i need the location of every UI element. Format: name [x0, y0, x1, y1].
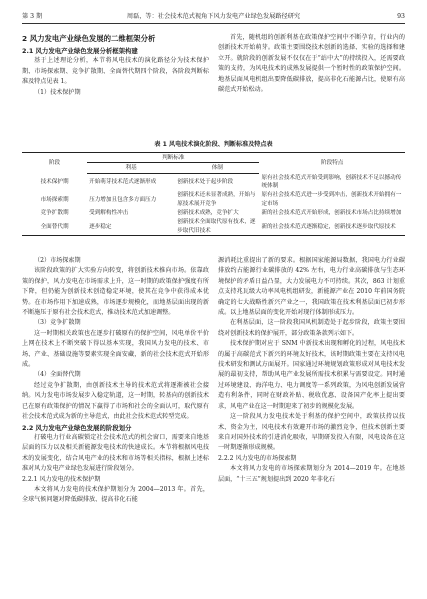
paragraph: 技术保护期对应于 SNM 中新技术出现和孵化的过程，风电技术的属于高碳范式下新兴的环境友好技术，该时期政策主要在支持风电技术研发和测试方面展开。国家通过环境规划政策形成对风电技术发展的最初支持，帮助风电产业发展所需技术积累与需要设定。同时通过环境建设、海洋电力、电力调度等一系列政策，为风电创新发展营造有利条件，同时在财政补贴、税收优惠、设备国产化率上提出要求，风电产业在这一时期迎来了初步的规模化发展。: [218, 340, 405, 410]
column-header-stage: 阶段: [22, 153, 87, 174]
left-column-bottom: [22, 256, 209, 506]
subsection-label: （3）竞争扩散期: [34, 319, 81, 327]
paragraph: 基于上述理论分析，本节将风电技术的演化路径分为技术保护期、市场探索期、竞争扩散期、全面替代期四个阶段，各阶段判断标准及特点见表 1。: [22, 57, 209, 86]
paragraph: 在利基层面，这一阶段我国风机制造处于起步阶段，政策主要围绕对创新技术的保护展开，部分政策条款列示如下。: [218, 319, 405, 337]
cell-features: 原有社会技术范式进一步受到冲击，创新技术开始拥有一定市场: [261, 192, 402, 207]
cell-niche: 压力增加且包含多方面压力: [89, 196, 157, 203]
cell-niche: 逐步稳定: [87, 218, 175, 236]
paragraph: 这一阶段风力发电技术处于利基的保护空间中，政策扶持以技术、资金为主，风电技术有效避开市场的激烈竞争，但技术创新主要来自对国外技术的引进消化吸收，早期研发投入有限，风电设备在这一时期逐渐形成规模。: [218, 413, 405, 452]
subsection-label: （4）全面替代期: [34, 371, 81, 379]
table-row: [22, 218, 405, 236]
paragraph: 源消耗比重提出了新的要求。根据国家能源局数据，我国电力行业碳排放约占能源行业碳排放的 42% 左右，电力行业高碳排放与生态环境保护的矛盾日益凸显，大力发展电力不可持续。其次，863 计划重点支持兆瓦级大功率风电机组研发，新能源产业在 2010 年前国务院确定的七大战略性新兴产业之一，我国政策在技术利基层面已初步形成。以上地基层面的变化开始对现行体制形成压力。: [218, 257, 405, 317]
subsubsection-heading: 2.2.1 风力发电的技术保护期: [22, 475, 101, 483]
issue-number: 第 3 期: [22, 13, 43, 20]
cell-stage: 全面替代期: [22, 218, 87, 236]
paragraph: 这一时期相关政策也在逐步打破原有的保护空间，风电单价平价上网在技术上不断突破下得以基本实现，我国风力发电的技术、市场、产业、基础设施等要素实现全面安藏，新的社会技术范式开始形成。: [22, 329, 209, 369]
table-row: [22, 191, 405, 209]
table-row: [22, 208, 405, 217]
paragraph: 首先，随机组的创新利基在政策保护空间中不断孕育，行业内的创新技术开始萌芽。政策主要围绕技术创新的选择、实验的选择和建立开。就阶段的创新发展不仅仅在于“站中大”的持续投入，还需要政策的支持，为风电技术的成熟发展提供一个暂时性的政策保护空间。地基层面风电机组出要降低碳排放，提高非化石能源占比，使原有高碳范式开始松动。: [218, 34, 405, 94]
right-column-top: [218, 33, 405, 95]
paragraph: 本文将风力发电的技术保护期划分为 2004—2013 年。首先，全球气候问题对降低碳排放、提高非化石能: [22, 485, 209, 504]
paragraph: 该阶段政策的扩大实验方向转变，将创新技术推向市场。依靠政策的保护，风力发电在市场需求上升，这一时期的政策保护强度有所下降，但仍能为创新技术创造稳定环境，使其在竞争中获得成本优势。在市场作用下加速成熟，市场逐步规模化，而地基层面出现的新不断施压于原有社会技术范式，推动技术范式加速调整。: [22, 267, 209, 317]
cell-regime: 创新技术全面取代原有技术，逐步取代旧技术: [175, 218, 259, 236]
subsection-heading: 2.1 风力发电产业绿色发展分析框架构建: [22, 47, 138, 55]
cell-stage: 技术保护期: [40, 178, 69, 185]
subsection-label: （2）市场探索期: [34, 257, 81, 264]
table-caption: 表 1 风电技术演化阶段、判断标准及特点表: [154, 141, 273, 148]
paragraph: 经过竞争扩散期，由创新技术主导的技术范式将逐渐被社会接纳。风力发电市场发展步入稳定轨道，这一时期，转基向的创新技术已在原有政策保护的情况下赢得了市场和社会的全面认可，取代原有社会技术范式成为新的主导范式，由此社会技术范式转型完成。: [22, 381, 209, 421]
cell-niche: 受到解构性冲击: [89, 210, 129, 217]
cell-stage: 市场探索期: [40, 196, 69, 203]
cell-stage: 竞争扩散期: [40, 210, 69, 217]
subsection-heading: 2.2 风力发电产业绿色发展的阶段划分: [22, 423, 132, 432]
left-column-top: [22, 33, 209, 98]
column-header-niche: 利基: [87, 163, 175, 173]
cell-niche: 开始萌芽技术范式逐渐形成: [89, 179, 157, 186]
column-header-regime: 体制: [175, 163, 259, 173]
cell-regime: 创新技术成熟，竞争扩大: [177, 210, 239, 217]
table-row: [22, 173, 405, 191]
running-head: [22, 11, 405, 24]
subsubsection-heading: 2.2.2 风力发电的市场探索期: [218, 454, 297, 462]
table-1: [22, 140, 405, 236]
column-header-criteria: 判断标准: [87, 153, 259, 163]
cell-features: 原有社会技术范式开始受到影响，创新技术不足以撼动传统体制: [261, 174, 402, 190]
running-title: 周磊，等：社会技术范式视角下风力发电产业绿色发展路径研究: [126, 13, 301, 20]
stage-criteria-table: [22, 152, 405, 236]
paragraph: 打破电力行业高碳锁定社会技术范式的机会窗口，需要来自地基层面的压力以及相关新能源发电技术的快速成长。本节将根据风电技术的发展变化，结合风电产业的技术和市场等相关指标，根据上述标准对风力发电产业绿色发展进行阶段划分。: [22, 433, 209, 473]
column-header-features: 阶段特点: [259, 153, 405, 174]
paragraph: 本文将风力发电的市场探索期划分为 2014—2019 年。在地基层面，“十三五”规划提出到 2020 年非化石: [218, 465, 405, 483]
page-number: 93: [397, 13, 405, 20]
section-heading: 2 风力发电产业绿色发展的二维框架分析: [22, 34, 156, 43]
cell-regime: 创新技术处于起步阶段: [177, 179, 234, 186]
cell-features: 新的社会技术范式逐渐稳定，创新技术逐步取代原技术: [259, 218, 405, 236]
cell-regime: 创新技术还未显著成熟，开始与原技术展开竞争: [177, 192, 256, 207]
right-column-bottom: [218, 256, 405, 485]
cell-features: 新的社会技术范式开始形成，创新技术市场占比持续增加: [261, 210, 402, 217]
subsection-label: （1）技术保护期: [34, 88, 81, 96]
